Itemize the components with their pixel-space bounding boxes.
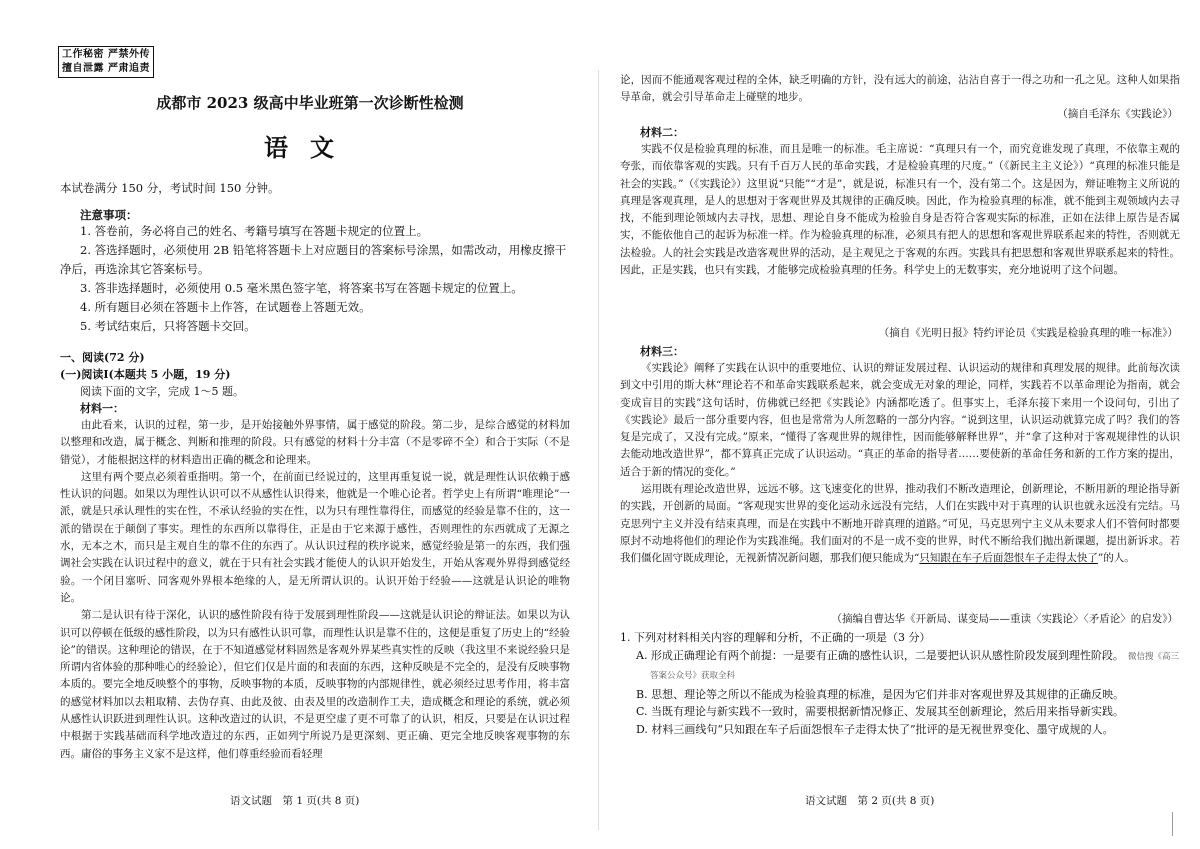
note-item: 1. 答卷前，务必将自己的姓名、考籍号填写在答题卡规定的位置上。 [80, 224, 429, 238]
paragraph-text: 运用既有理论改造世界，远远不够。这飞速变化的世界，推动我们不断改造理论，创新理论，不断用新的理论指导新的实践，开创新的局面。“客观现实世界的变化运动永远没有完结，人们在实践中对于真理的认识也就永远没有完结。马克思列宁主义并没有结束真理，而是在实践中不断地开辟真理的道路。”可见，马克思列宁主义从未要求人们不管何时都要原封不动地将他们的理论作为实践准绳。我们面对的不是一成不变的世界，时代不断给我们抛出新课题，提出新诉求。若我们僵化固守既成理论，无视新情况新问题，那我们便只能成为“ [620, 483, 1180, 565]
right-page [600, 0, 1200, 849]
source-1: （摘自毛泽东《实践论》） [1057, 108, 1178, 120]
paragraph: 由此看来，认识的过程，第一步，是开始接触外界事情，属于感觉的阶段。第二步，是综合感觉的材料加以整理和改造，属于概念、判断和推理的阶段。只有感觉的材料十分丰富（不是零碎不全）和合于实际（不是错觉），才能根据这样的材料造出正确的概念和论理来。 [60, 419, 570, 466]
note-item: 3. 答非选择题时，必须使用 0.5 毫米黑色签字笔，将答案书写在答题卡规定的位置上。 [80, 281, 523, 295]
option-a-text: A. 形成正确理论有两个前提：一是要有正确的感性认识，二是要把认识从感性阶段发展到理性阶段。 [636, 648, 1124, 662]
option-a [620, 647, 1180, 686]
material-2-text [620, 141, 1180, 279]
paragraph: 这里有两个要点必须着重指明。第一个，在前面已经说过的，这里再重复说一说，就是理性认识依赖于感性认识的问题。如果以为理性认识可以不从感性认识得来，他就是一个唯心论者。哲学史上有所谓“唯理论”一派，就是只承认理性的实在性，不承认经验的实在性，以为只有理性靠得住，而感觉的经验是靠不住的，这一派的错误在于颠倒了事实。理性的东西所以靠得住，正是由于它来源于感性，否则理性的东西就成了无源之水，无本之木，而只是主观自生的靠不住的东西了。从认识过程的秩序说来，感觉经验是第一的东西，我们强调社会实践在认识过程中的意义，就在于只有社会实践才能使人的认识开始发生，开始从客观外界得到感觉经验。一个闭目塞听、同客观外界根本绝缘的人，是无所谓认识的。认识开始于经验——这就是认识论的唯物论。 [60, 470, 570, 604]
page-footer-1: 语文试题 第 1 页(共 8 页) [230, 795, 360, 807]
source-2: （摘自《光明日报》特约评论员《实践是检验真理的唯一标准》） [878, 327, 1178, 339]
material-1-text [60, 417, 570, 763]
option-d: D. 材料三画线句“只知跟在车子后面怨恨车子走得太快了”批评的是无视世界变化、墨守成规的人。 [636, 722, 1114, 736]
source-3: （摘编自曹达华《开新局、谋变局——重读〈实践论〉〈矛盾论〉的启发》） [831, 613, 1178, 625]
paragraph: 《实践论》阐释了实践在认识中的重要地位、认识的辩证发展过程、认识运动的规律和真理发展的规律。此前每次读到文中引用的斯大林“理论若不和革命实践联系起来，就会变成无对象的理论，同样，实践若不以革命理论为指南，就会变成盲目的实践”这句话时，仿佛就已经把《实践论》内涵都吃透了。但事实上，毛泽东接下来用一个设问句，引出了《实践论》最后一部分重要内容，但也是常常为人所忽略的一部分内容。“说到这里，认识运动就算完成了吗？我们的答复是完成了，又没有完成。”原来，“懂得了客观世界的规律性，因而能够解释世界”，并“拿了这种对于客观规律性的认识去能动地改造世界”，都不算真正完成了认识运动。“真正的革命的指导者……要使新的革命任务和新的工作方案的提出，适合于新的情况的变化。” [620, 362, 1180, 478]
note-item: 5. 考试结束后，只将答题卡交回。 [80, 319, 256, 333]
material-1-heading: 材料一： [80, 402, 124, 415]
option-c: C. 当既有理论与新实践不一致时，需要根据新情况修正、发展其至创新理论，然后用来指导新实践。 [636, 705, 1125, 718]
exam-title: 成都市 2023 级高中毕业班第一次诊断性检测 [156, 94, 464, 112]
paragraph [620, 481, 1180, 567]
confidential-stamp [58, 46, 154, 78]
stamp-line-1: 工作秘密 严禁外传 [62, 49, 150, 60]
paragraph: 实践不仅是检验真理的标准，而且是唯一的标准。毛主席说：“真理只有一个，而究竟谁发现了真理，不依靠主观的夸张，而依靠客观的实践。只有千百万人民的革命实践，才是检验真理的尺度。”（《新民主主义论》）“真理的标准只能是社会的实践。”（《实践论》）这里说“只能”“才是”，就是说，标准只有一个，没有第二个。这是因为，辩证唯物主义所说的真理是客观真理，是人的思想对于客观世界及其规律的正确反映。因此，作为检验真理的标准，就不能到主观领域内去寻找，不能到理论领域内去寻找，思想、理论自身不能成为检验自身是否符合客观实际的标准，正如在法律上原告是否属实，不能依他自己的起诉为标准一样。作为检验真理的标准，必须具有把人的思想和客观世界联系起来的特性，否则就无法检验。人的社会实践是改造客观世界的活动，是主观见之于客观的东西。实践具有把思想和客观世界联系起来的特性。因此，正是实践，也只有实践，才能够完成检验真理的任务。科学史上的无数事实，充分地说明了这个问题。 [620, 143, 1180, 277]
underlined-sentence: 只知跟在车子后面怨恨车子走得太快了 [919, 552, 1098, 565]
page-divider [598, 70, 599, 830]
stamp-line-2: 擅自泄露 严肃追责 [62, 63, 150, 74]
section-heading: 一、阅读(72 分) [60, 351, 145, 364]
material-1-continued [620, 72, 1180, 107]
question-stem: 1. 下列对材料相关内容的理解和分析，不正确的一项是（3 分） [620, 631, 931, 644]
notes-heading: 注意事项： [80, 208, 138, 222]
notes-list [60, 222, 570, 336]
material-3-heading: 材料三： [640, 345, 684, 358]
page-footer-2: 语文试题 第 2 页(共 8 页) [805, 795, 935, 807]
option-b: B. 思想、理论等之所以不能成为检验真理的标准，是因为它们并非对客观世界及其规律的正确反映。 [636, 687, 1125, 701]
edge-mark [1172, 812, 1173, 836]
material-3-text [620, 360, 1180, 568]
paragraph-tail: ”的人。 [1097, 552, 1135, 565]
paragraph: 论，因而不能通观客观过程的全体，缺乏明确的方针，没有远大的前途，沾沾自喜于一得之功和一孔之见。这种人如果指导革命，就会引导革命走上碰壁的地步。 [620, 74, 1180, 104]
paragraph: 第二是认识有待于深化，认识的感性阶段有待于发展到理性阶段——这就是认识论的辩证法。如果以为认识可以停顿在低级的感性阶段，以为只有感性认识可靠，而理性认识是靠不住的，这便是重复了历史上的“经验论”的错误。这种理论的错误，在于不知道感觉材料固然是客观外界某些真实性的反映（我这里不来说经验只是所谓内省体验的那种唯心的经验论），但它们仅是片面的和表面的东西，这种反映是不完全的，是没有反映事物本质的。要完全地反映整个的事物，反映事物的本质，反映事物的内部规律性，就必须经过思考作用，将丰富的感觉材料加以去粗取精、去伪存真、由此及彼、由表及里的改造制作工夫，造成概念和理论的系统，就必须从感性认识跃进到理性认识。这种改造过的认识，不是更空虚了更不可靠了的认识，相反，只要是在认识过程中根据于实践基础而科学地改造过的东西，正如列宁所说乃是更深刻、更正确、更完全地反映客观事物的东西。庸俗的事务主义家不是这样，他们尊重经验而看轻理 [60, 609, 570, 760]
subject-title: 语文 [264, 133, 356, 162]
subsection-heading: (一)阅读Ⅰ(本题共 5 小题，19 分) [60, 368, 231, 381]
note-item: 4. 所有题目必须在答题卡上作答，在试题卷上答题无效。 [80, 300, 371, 314]
exam-info: 本试卷满分 150 分，考试时间 150 分钟。 [60, 181, 280, 195]
question-1 [620, 629, 1180, 738]
watermark-text: 微信搜《高三答案公众号》获取全科 [650, 651, 1179, 681]
reading-instruction: 阅读下面的文字，完成 1～5 题。 [80, 385, 244, 398]
note-item: 2. 答选择题时，必须使用 2B 铅笔将答题卡上对应题目的答案标号涂黑，如需改动，用橡皮擦干净后，再选涂其它答案标号。 [60, 243, 567, 276]
material-2-heading: 材料二： [640, 126, 684, 139]
